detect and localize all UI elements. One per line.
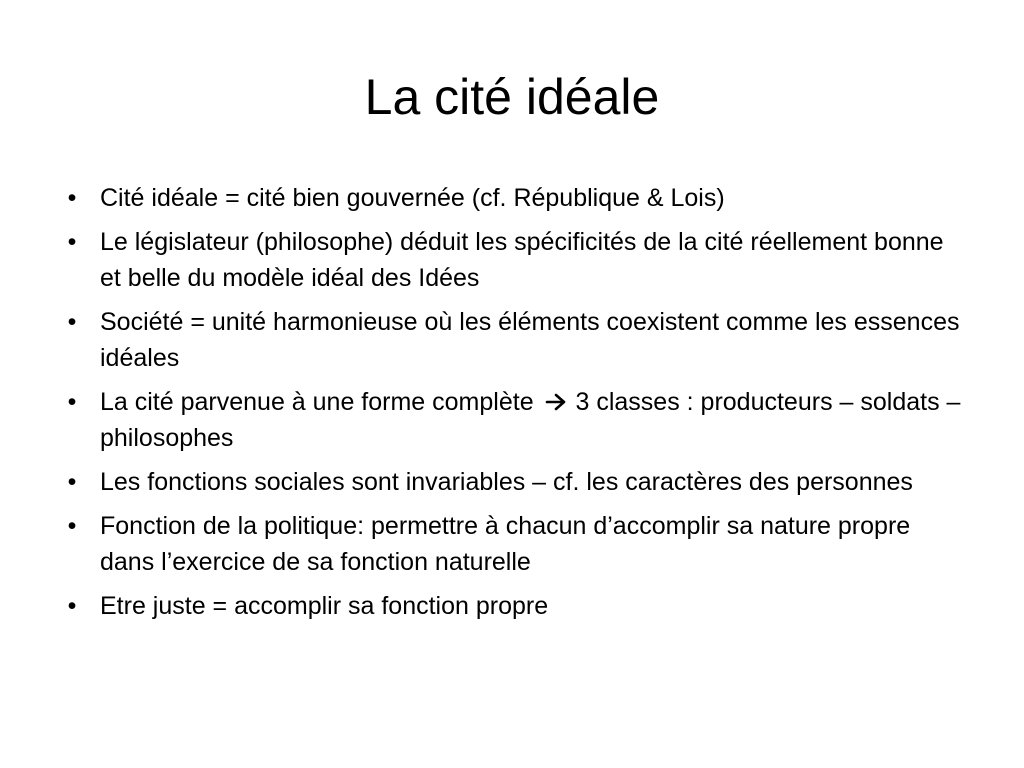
bullet-icon: •	[67, 468, 77, 496]
bullet-icon: •	[67, 308, 77, 336]
bullet-text: Fonction de la politique: permettre à chacun d’accomplir sa nature propre dans l’exercice de sa fonction naturelle	[100, 512, 911, 576]
right-arrow-icon	[545, 393, 567, 411]
bullet-icon: •	[67, 512, 77, 540]
bullet-icon: •	[67, 592, 77, 620]
bullet-item	[62, 224, 962, 296]
bullet-item	[62, 508, 962, 580]
bullet-item	[62, 464, 962, 500]
bullet-text: Le législateur (philosophe) déduit les spécificités de la cité réellement bonne et belle du modèle idéal des Idées	[100, 228, 944, 292]
bullet-text-before: La cité parvenue à une forme complète	[100, 388, 534, 416]
bullet-list	[62, 180, 962, 632]
bullet-item	[62, 304, 962, 376]
bullet-item	[62, 180, 962, 216]
bullet-text-after: 3 classes : producteurs – soldats – philosophes	[100, 388, 961, 452]
bullet-text: Cité idéale = cité bien gouvernée (cf. République & Lois)	[100, 184, 725, 212]
bullet-icon: •	[67, 184, 77, 212]
bullet-item	[62, 384, 962, 456]
bullet-icon: •	[67, 228, 77, 256]
bullet-icon: •	[67, 388, 77, 416]
bullet-item	[62, 588, 962, 624]
slide-title: La cité idéale	[364, 69, 660, 125]
bullet-text: Etre juste = accomplir sa fonction propre	[100, 592, 549, 620]
bullet-text: Société = unité harmonieuse où les éléments coexistent comme les essences idéales	[100, 308, 960, 372]
bullet-text: Les fonctions sociales sont invariables – cf. les caractères des personnes	[100, 468, 913, 496]
